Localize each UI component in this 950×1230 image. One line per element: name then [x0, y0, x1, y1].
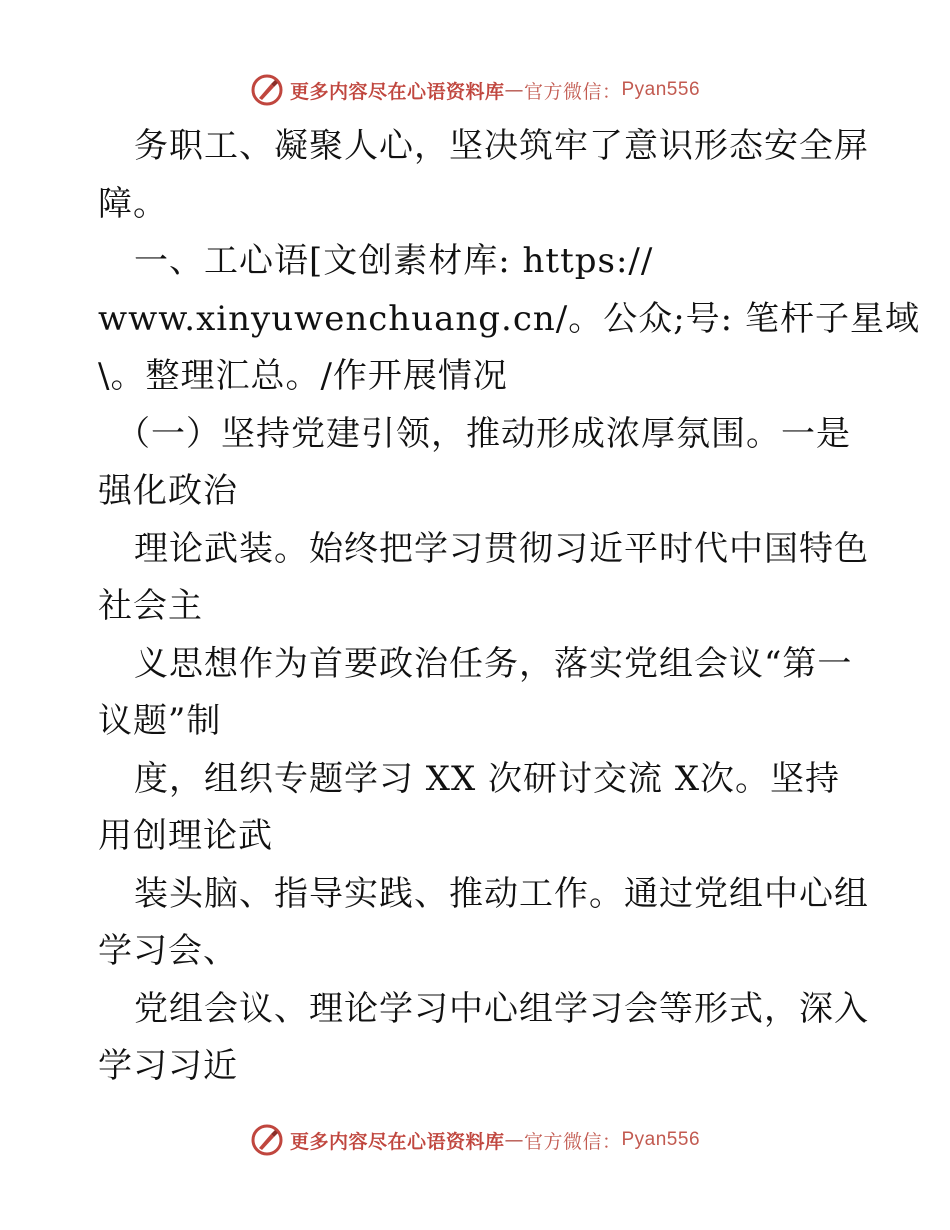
banner-brand: 更多内容尽在心语资料库	[289, 1130, 505, 1153]
body-line-12: 度，组织专题学习 XX 次研讨交流 X次。坚持	[134, 758, 841, 799]
body-line-13: 用创理论武	[98, 816, 273, 856]
banner-dash: —	[504, 1129, 524, 1151]
body-line-7: 强化政治	[98, 471, 238, 511]
banner-wechat-id: Pyan556	[621, 1129, 701, 1150]
body-line-15: 学习会、	[98, 931, 238, 971]
banner-wechat-label: 官方微信：	[523, 1130, 622, 1153]
header-watermark-banner	[0, 70, 950, 110]
body-line-16: 党组会议、理论学习中心组学习会等形式，深入	[134, 988, 869, 1029]
banner-dash: —	[504, 79, 524, 101]
body-line-9: 社会主	[98, 586, 203, 626]
body-line-4: www.xinyuwenchuang.cn/。公众;号: 笔杆子星域	[98, 298, 920, 339]
pen-logo-icon	[250, 1123, 284, 1157]
body-line-11: 议题”制	[98, 701, 222, 741]
banner-brand: 更多内容尽在心语资料库	[289, 80, 505, 103]
pen-logo-icon	[250, 73, 284, 107]
body-line-1: 务职工、凝聚人心，坚决筑牢了意识形态安全屏	[134, 126, 869, 166]
document-body	[98, 118, 920, 1096]
body-line-2: 障。	[98, 183, 168, 224]
body-line-5: \。整理汇总。/作开展情况	[98, 356, 508, 396]
body-line-14: 装头脑、指导实践、推动工作。通过党组中心组	[134, 873, 869, 914]
banner-wechat-id: Pyan556	[621, 79, 701, 100]
body-line-3: 一、工心语[文创素材库: https://	[134, 241, 654, 281]
body-line-6: （一）坚持党建引领，推动形成浓厚氛围。一是	[116, 413, 851, 454]
body-line-8: 理论武装。始终把学习贯彻习近平时代中国特色	[134, 528, 869, 569]
body-line-10: 义思想作为首要政治任务，落实党组会议“第一	[134, 643, 853, 684]
footer-watermark-banner	[0, 1120, 950, 1160]
body-line-17: 学习习近	[98, 1046, 238, 1086]
banner-wechat-label: 官方微信：	[523, 80, 622, 103]
